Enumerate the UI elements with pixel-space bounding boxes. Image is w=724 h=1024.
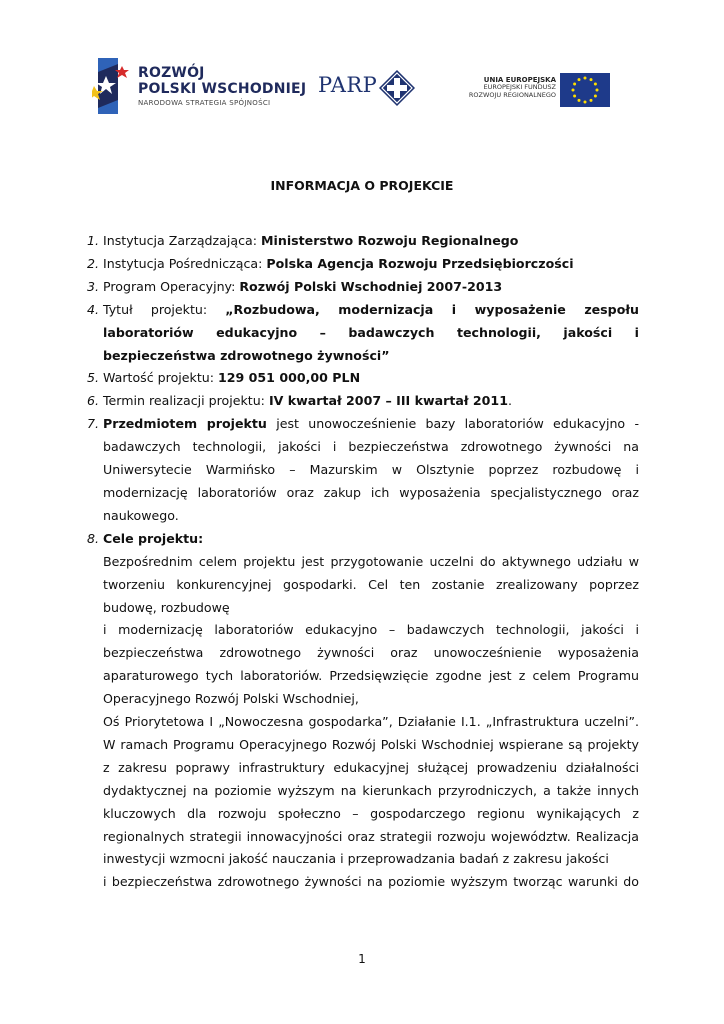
- item-number: 4.: [87, 301, 100, 317]
- item-value: IV kwartał 2007 – III kwartał 2011: [268, 393, 508, 409]
- item-number: 8.: [87, 530, 100, 546]
- list-item-7: [87, 413, 639, 528]
- item-number: 1.: [87, 233, 100, 248]
- item-value: Rozwój Polski Wschodniej 2007-2013: [239, 278, 503, 294]
- page-number: 1: [358, 952, 366, 966]
- list-item-8: [87, 528, 639, 551]
- item-value: „Rozbudowa, modernizacja i wyposażenie zespołu laboratoriów edukacyjno – badawczych technologii, jakości i bezpieczeństwa zdrowotnego żywności”: [103, 301, 639, 363]
- item-number: 5.: [87, 370, 100, 386]
- list-item-3: [87, 276, 639, 299]
- rpw-logo-line1: ROZWÓJ: [138, 65, 205, 81]
- item-label: Cele projektu:: [103, 530, 204, 546]
- eu-logo-line3: ROZWOJU REGIONALNEGO: [468, 90, 556, 99]
- rpw-logo-line3: NARODOWA STRATEGIA SPÓJNOŚCI: [138, 99, 271, 107]
- item-number: 3.: [87, 278, 100, 294]
- list-item-1: [87, 230, 639, 253]
- document-body: [87, 230, 639, 894]
- goals-paragraph-1: Bezpośrednim celem projektu jest przygotowanie uczelni do aktywnego udziału w tworzeniu konkurencyjnej gospodarki. Cel ten zostanie zrealizowany poprzez budowę, rozbudowę: [103, 553, 639, 615]
- item-label: Program Operacyjny:: [103, 278, 240, 294]
- item-value: 129 051 000,00 PLN: [217, 370, 361, 386]
- eu-flag-icon: [560, 73, 610, 107]
- parp-logo-text: PARP: [318, 73, 378, 97]
- rpw-emblem-icon: [92, 58, 132, 114]
- list-item-5: [87, 367, 639, 390]
- item-label: Wartość projektu:: [103, 370, 218, 386]
- document-title: INFORMACJA O PROJEKCIE: [270, 178, 454, 193]
- item-number: 7.: [87, 416, 100, 432]
- item-value: Ministerstwo Rozwoju Regionalnego: [261, 233, 519, 248]
- rpw-logo-line2: POLSKI WSCHODNIEJ: [138, 81, 307, 97]
- list-item-6: [87, 390, 639, 413]
- item-label: Instytucja Pośrednicząca:: [103, 255, 267, 271]
- item-label: Termin realizacji projektu:: [103, 393, 269, 409]
- item-label: Instytucja Zarządzająca:: [103, 233, 261, 248]
- eu-logo-line1: UNIA EUROPEJSKA: [483, 76, 556, 84]
- item-value: Polska Agencja Rozwoju Przedsiębiorczości: [266, 255, 574, 271]
- list-item-2: [87, 253, 639, 276]
- item-tail: .: [507, 393, 512, 409]
- goals-paragraph-4: i bezpieczeństwa zdrowotnego żywności na poziomie wyższym tworząc warunki do: [103, 874, 639, 890]
- item-number: 2.: [87, 255, 100, 271]
- item-number: 6.: [87, 393, 100, 409]
- goals-paragraph-2: i modernizację laboratoriów edukacyjno – badawczych technologii, jakości i bezpieczeństwa zdrowotnego żywności oraz unowocześnienie wyposażenia aparaturowego tych laboratoriów. Przedsięwzięcie zgodne jest z celem Programu Operacyjnego Rozwój Polski Wschodniej,: [103, 622, 639, 707]
- eu-logo-text: [469, 76, 556, 99]
- rpw-logo-text: [138, 66, 306, 107]
- eu-logo-line2: EUROPEJSKI FUNDUSZ: [483, 83, 556, 92]
- goals-paragraph-3: Oś Priorytetowa I „Nowoczesna gospodarka”, Działanie I.1. „Infrastruktura uczelni”. W ramach Programu Operacyjnego Rozwój Polski Wschodniej wspierane są projekty z zakresu poprawy infrastruktury edukacyjnej służącej prowadzeniu działalności dydaktycznej na poziomie wyższym na kierunkach przyrodniczych, a także innych kluczowych dla rozwoju społeczno – gospodarczego regionu wynikających z regionalnych strategii innowacyjności oraz strategii rozwoju województw. Realizacja inwestycji wzmocni jakość nauczania i przeprowadzania badań z zakresu jakości: [103, 714, 639, 867]
- parp-cross-icon: [379, 70, 415, 106]
- item-label: Przedmiotem projektu: [103, 416, 267, 432]
- item-label: Tytuł projektu:: [103, 301, 226, 317]
- item-value: jest unowocześnienie bazy laboratoriów edukacyjno - badawczych technologii, jakości i bezpieczeństwa zdrowotnego żywności na Uniwersytecie Warmińsko – Mazurskim w Olsztynie poprzez rozbudowę i modernizację laboratoriów oraz zakup ich wyposażenia specjalistycznego oraz naukowego.: [103, 416, 639, 523]
- header-logos: [0, 0, 724, 130]
- list-item-4: [87, 299, 639, 368]
